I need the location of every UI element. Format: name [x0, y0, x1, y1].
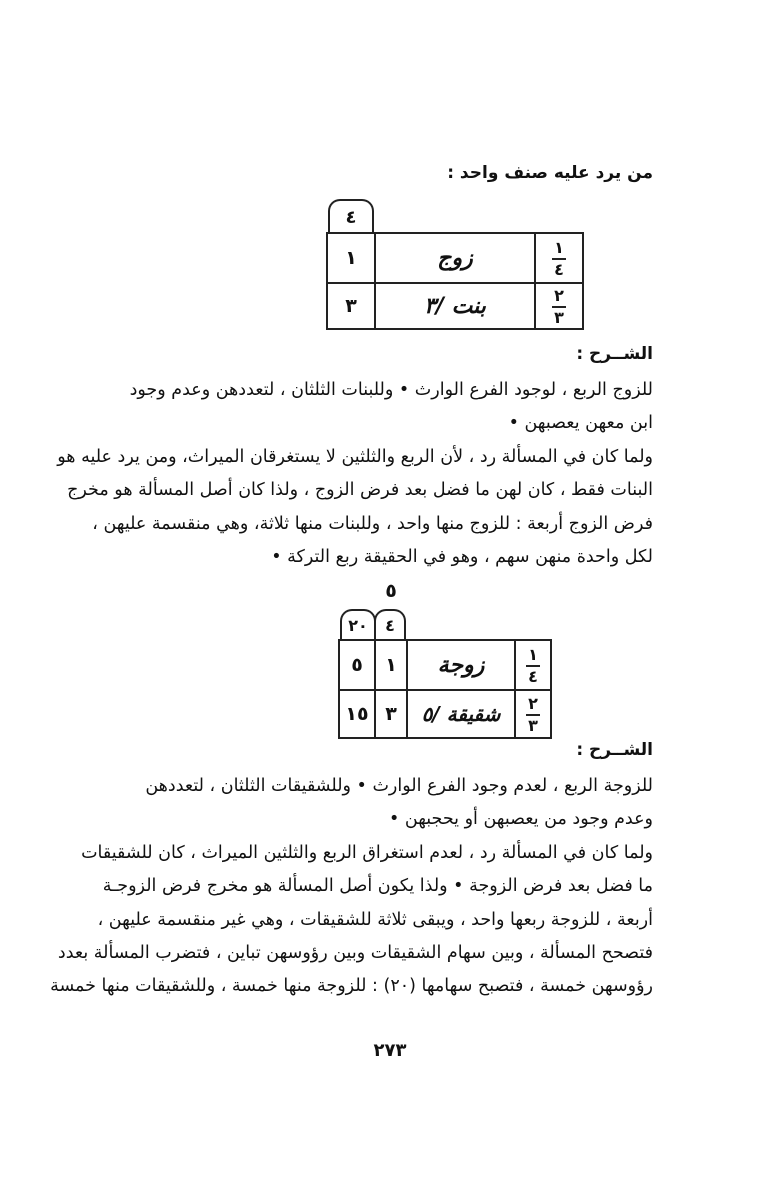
- paragraph: [50, 770, 653, 1004]
- text-line: فرض الزوج أربعة : للزوج منها واحد ، وللبنات منها ثلاثة، وهي منقسمة عليهن ،: [92, 513, 653, 534]
- heir-cell: زوج: [375, 233, 535, 283]
- fraction-denominator: ٣: [554, 308, 564, 327]
- fraction-numerator: ٢: [528, 694, 538, 713]
- heir-cell: زوجة: [407, 640, 515, 690]
- table2-top-number: ٥: [385, 580, 397, 602]
- section-heading: من يرد عليه صنف واحد :: [447, 163, 653, 183]
- page-number: ٢٧٣: [373, 1040, 407, 1061]
- table1-base-tab: ٤: [328, 199, 374, 234]
- text-line: ما فضل بعد فرض الزوجة • ولذا يكون أصل المسألة هو مخرج فرض الزوجـة: [102, 876, 653, 897]
- fraction-cell: [515, 640, 551, 690]
- text-line: ابن معهن يعصبهن •: [508, 413, 653, 434]
- text-line: رؤوسهن خمسة ، فتصبح سهامها (٢٠) : للزوجة منها خمسة ، وللشقيقات منها خمسة: [50, 976, 653, 997]
- fraction-cell: [535, 283, 583, 329]
- heir-cell: شقيقة /٥: [407, 690, 515, 738]
- explanation-heading: الشــرح :: [576, 740, 653, 760]
- text-line: ولما كان في المسألة رد ، لعدم استغراق الربع والثلثين الميراث ، كان للشقيقات: [81, 842, 653, 863]
- heir-cell: بنت /٣: [375, 283, 535, 329]
- share-cell: ٣: [327, 283, 375, 329]
- fraction-numerator: ١: [528, 645, 538, 664]
- corrected-share-cell: ١٥: [339, 690, 375, 738]
- share-cell: ١: [375, 640, 407, 690]
- text-line: أربعة ، للزوجة ربعها واحد ، ويبقى ثلاثة للشقيقات ، وهي غير منقسمة عليهن ،: [97, 909, 653, 930]
- explanation-heading: الشــرح :: [576, 344, 653, 364]
- text-line: لكل واحدة منهن سهم ، وهو في الحقيقة ربع التركة •: [271, 546, 653, 567]
- paragraph: [57, 374, 653, 574]
- table-row: [339, 640, 551, 690]
- table-row: [339, 690, 551, 738]
- inheritance-table-2: [338, 639, 552, 739]
- text-line: فتصحح المسألة ، وبين سهام الشقيقات وبين رؤوسهن تباين ، فتضرب المسألة بعدد: [57, 942, 653, 963]
- fraction-numerator: ٢: [554, 286, 564, 305]
- share-cell: ٣: [375, 690, 407, 738]
- table-row: [327, 283, 583, 329]
- table2-base-tab: ٤: [374, 609, 406, 641]
- inheritance-table-1: [326, 232, 584, 330]
- text-line: البنات فقط ، كان لهن ما فضل بعد فرض الزوج ، ولذا كان أصل المسألة هو مخرج: [67, 480, 653, 501]
- fraction-cell: [515, 690, 551, 738]
- text-line: ولما كان في المسألة رد ، لأن الربع والثلثين لا يستغرقان الميراث، ومن يرد عليه هو: [57, 446, 653, 467]
- table-row: [327, 233, 583, 283]
- share-cell: ١: [327, 233, 375, 283]
- fraction-numerator: ١: [554, 238, 564, 257]
- fraction-cell: [535, 233, 583, 283]
- text-line: للزوجة الربع ، لعدم وجود الفرع الوارث • وللشقيقات الثلثان ، لتعددهن: [145, 776, 653, 796]
- fraction-denominator: ٤: [528, 667, 538, 686]
- corrected-share-cell: ٥: [339, 640, 375, 690]
- table2-corrected-tab: ٢٠: [340, 609, 376, 641]
- fraction-denominator: ٤: [554, 260, 564, 279]
- fraction-denominator: ٣: [528, 716, 538, 735]
- text-line: للزوج الربع ، لوجود الفرع الوارث • وللبنات الثلثان ، لتعددهن وعدم وجود: [129, 380, 653, 400]
- text-line: وعدم وجود من يعصبهن أو يحجبهن •: [388, 809, 653, 830]
